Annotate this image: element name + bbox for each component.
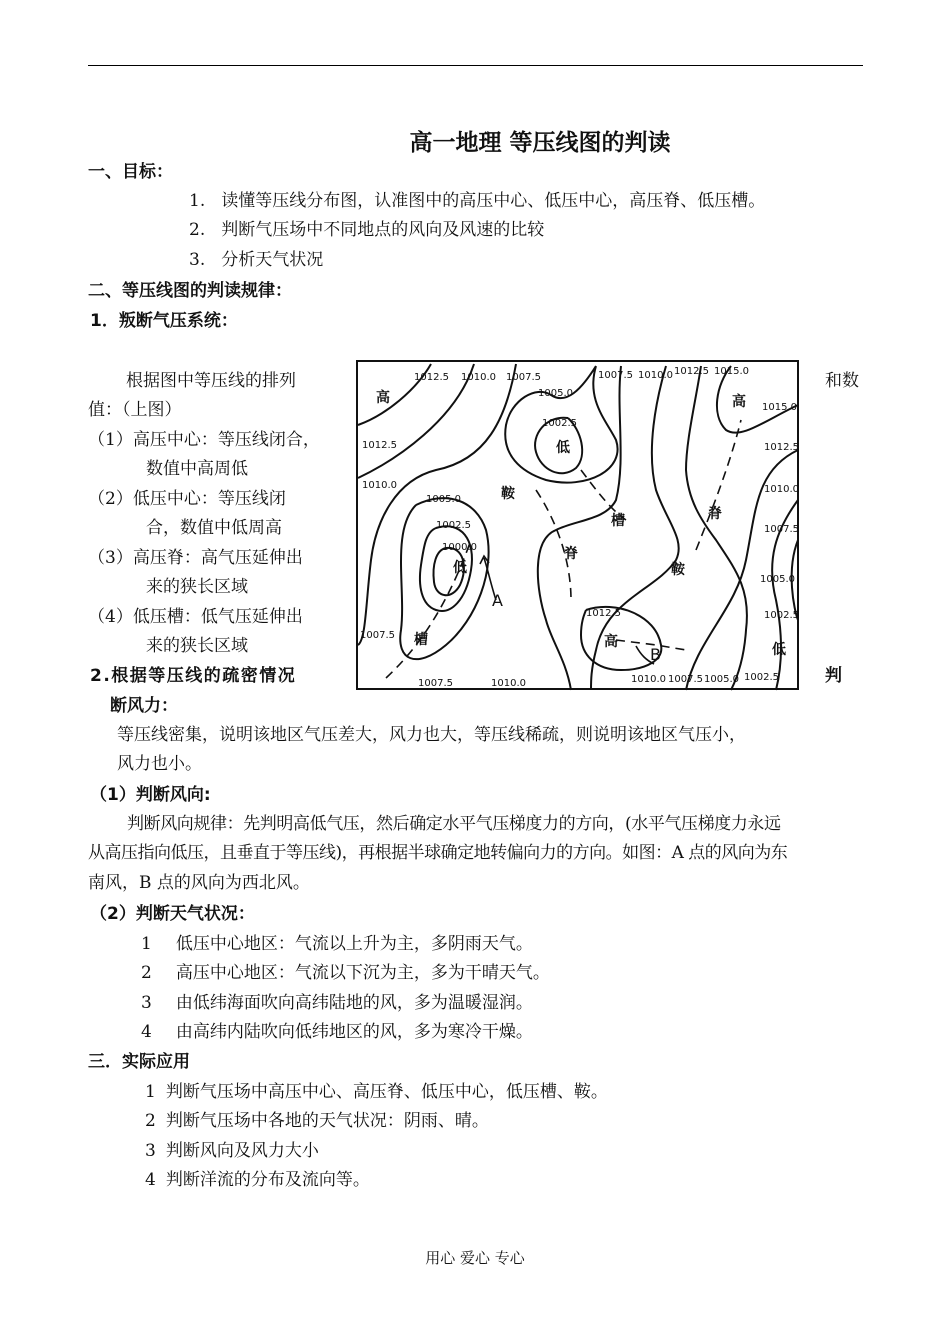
goal-item-2: 2. 判断气压场中不同地点的风向及风速的比较 [189, 220, 545, 240]
application-item-4: 4 判断洋流的分布及流向等。 [145, 1170, 370, 1190]
intro-text-left: 根据图中等压线的排列 [126, 371, 296, 391]
def-low-center-l1: （2）低压中心：等压线闭 [88, 489, 286, 509]
wind-direction-heading: （1）判断风向: [90, 785, 211, 805]
feature-label: 高 [376, 390, 390, 406]
pressure-label-right: 1005.0 [760, 574, 795, 585]
wind-force-text-l2: 风力也小。 [117, 754, 202, 774]
weather-item-2: 2 高压中心地区：气流以下沉为主，多为干晴天气。 [141, 963, 550, 983]
pressure-label-bottom: 1010.0 [631, 674, 666, 685]
feature-label: 低 [453, 560, 467, 576]
intro-text-right: 和数 [825, 371, 859, 391]
def-ridge-l2: 来的狭长区域 [146, 577, 248, 597]
wind-direction-text-l3: 南风，B 点的风向为西北风。 [88, 873, 310, 893]
point-label-B: B [650, 645, 661, 664]
sub-heading-pressure-system: 1．叛断气压系统： [90, 311, 238, 331]
sub-heading-wind-force: 2.根据等压线的疏密情况 [90, 666, 297, 686]
page-title: 高一地理 等压线图的判读 [409, 130, 671, 156]
weather-item-4: 4 由高纬内陆吹向低纬地区的风，多为寒冷干燥。 [141, 1022, 533, 1042]
pressure-label-left: 1007.5 [360, 630, 395, 641]
section-3-heading: 三．实际应用 [88, 1052, 190, 1072]
section-2-heading: 二、等压线图的判读规律： [88, 281, 292, 301]
section-1-heading: 一、目标： [88, 162, 173, 182]
sub-heading-wind-force-l2: 断风力： [110, 696, 178, 716]
pressure-label-inner: 1005.0 [426, 494, 461, 505]
pressure-label-left: 1012.5 [362, 440, 397, 451]
feature-label: 脊 [564, 546, 578, 562]
pressure-label-top: 1015.0 [714, 366, 749, 377]
pressure-label-top: 1010.0 [638, 370, 673, 381]
pressure-label-right: 1007.5 [764, 524, 799, 535]
goal-item-3: 3. 分析天气状况 [189, 250, 324, 270]
pressure-label-top: 1012.5 [674, 366, 709, 377]
feature-label: 高 [604, 634, 618, 650]
point-label-A: A [492, 591, 503, 610]
def-high-center-l1: （1）高压中心：等压线闭合， [88, 430, 320, 450]
application-item-2: 2 判断气压场中各地的天气状况：阴雨、晴。 [145, 1111, 489, 1131]
feature-label: 低 [772, 642, 786, 658]
weather-item-3: 3 由低纬海面吹向高纬陆地的风，多为温暖湿润。 [141, 993, 533, 1013]
pressure-label-top: 1012.5 [414, 372, 449, 383]
pressure-label-right: 1010.0 [764, 484, 799, 495]
weather-item-1: 1 低压中心地区：气流以上升为主，多阴雨天气。 [141, 934, 533, 954]
pressure-label-bottom: 1005.0 [704, 674, 739, 685]
pressure-label-inner: 1012.5 [586, 608, 621, 619]
pressure-label-left: 1010.0 [362, 480, 397, 491]
pressure-label-right: 1002.5 [764, 610, 799, 621]
page-footer: 用心 爱心 专心 [425, 1249, 525, 1267]
wind-direction-text-l2: 从高压指向低压，且垂直于等压线)，再根据半球确定地转偏向力的方向。如图：A 点的风向为东 [88, 843, 788, 863]
feature-label: 低 [556, 440, 570, 456]
intro-text-line2: 值：（上图） [88, 400, 182, 420]
pressure-label-top: 1007.5 [506, 372, 541, 383]
application-item-1: 1 判断气压场中高压中心、高压脊、低压中心，低压槽、鞍。 [145, 1082, 608, 1102]
def-trough-l1: （4）低压槽：低气压延伸出 [88, 607, 303, 627]
wind-force-text-l1: 等压线密集，说明该地区气压差大，风力也大，等压线稀疏，则说明该地区气压小， [117, 725, 746, 745]
header-rule [88, 65, 863, 66]
application-item-3: 3 判断风向及风力大小 [145, 1141, 319, 1161]
pressure-label-bottom: 1007.5 [668, 674, 703, 685]
pressure-label-inner: 1000.0 [442, 542, 477, 553]
pressure-label-inner: 1002.5 [436, 520, 471, 531]
pressure-label-top: 1010.0 [461, 372, 496, 383]
def-low-center-l2: 合，数值中低周高 [146, 518, 282, 538]
pressure-label-bottom: 1007.5 [418, 678, 453, 689]
pressure-label-inner: 1002.5 [542, 418, 577, 429]
pressure-label-top: 1007.5 [598, 370, 633, 381]
def-ridge-l1: （3）高压脊：高气压延伸出 [88, 548, 303, 568]
feature-label: 槽 [611, 513, 625, 529]
pressure-label-bottom: 1002.5 [744, 672, 779, 683]
isobar-map [356, 360, 800, 692]
feature-label: 槽 [414, 632, 428, 648]
def-trough-l2: 来的狭长区域 [146, 636, 248, 656]
def-high-center-l2: 数值中高周低 [146, 459, 248, 479]
wind-direction-text-l1: 判断风向规律：先判明高低气压，然后确定水平气压梯度力的方向，(水平气压梯度力永远 [127, 814, 781, 834]
pressure-label-right: 1012.5 [764, 442, 799, 453]
feature-label: 鞍 [501, 486, 515, 502]
sub-heading-wind-force-right: 判 [825, 666, 842, 686]
feature-label: 脊 [708, 506, 722, 522]
pressure-label-right: 1015.0 [762, 402, 797, 413]
goal-item-1: 1. 读懂等压线分布图，认准图中的高压中心、低压中心，高压脊、低压槽。 [189, 191, 766, 211]
weather-heading: （2）判断天气状况： [90, 904, 255, 924]
pressure-label-bottom: 1010.0 [491, 678, 526, 689]
pressure-label-inner: 1005.0 [538, 388, 573, 399]
feature-label: 鞍 [671, 562, 685, 578]
feature-label: 高 [732, 394, 746, 410]
